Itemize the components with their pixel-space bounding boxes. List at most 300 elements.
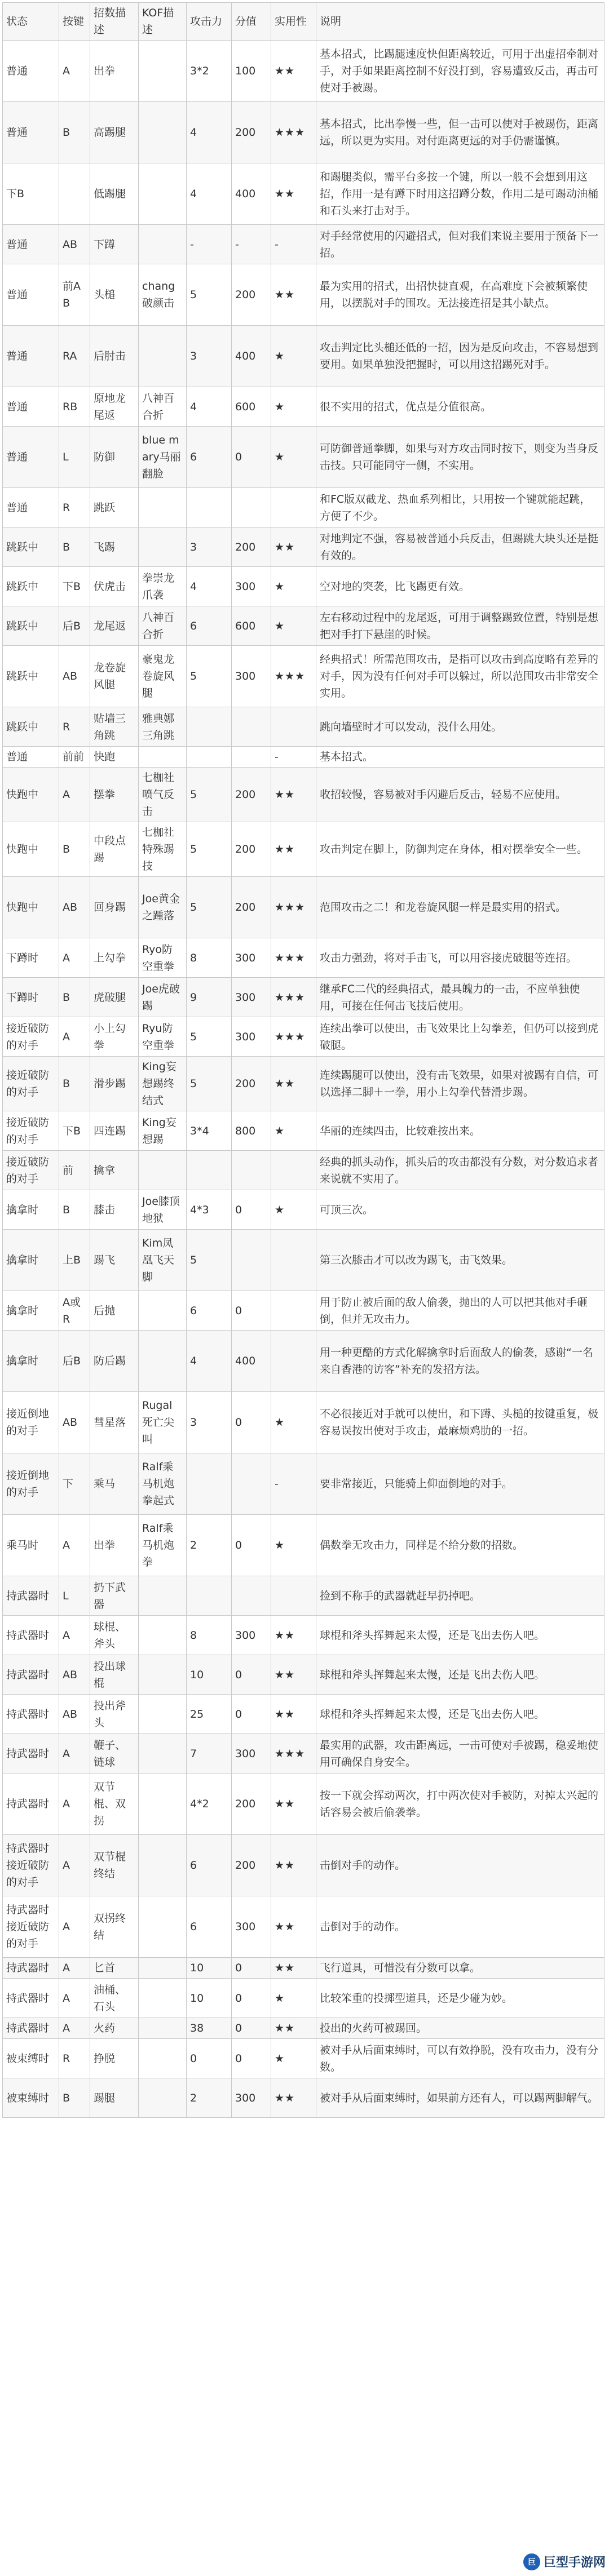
cell-description: 击倒对手的动作。 xyxy=(316,1835,604,1896)
cell-key: B xyxy=(59,527,90,567)
cell-key xyxy=(59,163,90,225)
cell-kof xyxy=(139,41,187,102)
cell-state: 接近破防的对手 xyxy=(3,1017,59,1057)
cell-key: A xyxy=(59,41,90,102)
cell-kof xyxy=(139,1896,187,1958)
cell-description: 球棍和斧头挥舞起来太慢，还是飞出去伤人吧。 xyxy=(316,1616,604,1655)
cell-description: 攻击力强劲，将对手击飞，可以用容接虎破腿等连招。 xyxy=(316,938,604,978)
table-row xyxy=(3,225,604,264)
cell-attack: 5 xyxy=(187,1230,232,1291)
site-watermark xyxy=(523,2553,606,2570)
cell-kof xyxy=(139,1151,187,1190)
table-row xyxy=(3,606,604,646)
cell-score: 300 xyxy=(232,938,271,978)
cell-usefulness: ★ xyxy=(271,1515,316,1576)
cell-kof: 雅典娜三角跳 xyxy=(139,707,187,747)
cell-state: 普通 xyxy=(3,326,59,387)
cell-score: 300 xyxy=(232,1616,271,1655)
cell-kof xyxy=(139,1576,187,1616)
cell-attack: 4 xyxy=(187,1331,232,1392)
cell-state: 普通 xyxy=(3,387,59,427)
table-row xyxy=(3,488,604,527)
cell-state: 接近倒地的对手 xyxy=(3,1453,59,1515)
cell-usefulness: ★★ xyxy=(271,822,316,877)
cell-kof xyxy=(139,1835,187,1896)
cell-description: 可防御普通拳脚，如果与对方攻击同时按下，则变为当身反击技。只可能同守一侧，不实用。 xyxy=(316,427,604,488)
table-row xyxy=(3,1616,604,1655)
header-kof: KOF描述 xyxy=(139,3,187,41)
cell-attack: 5 xyxy=(187,877,232,938)
cell-state: 被束缚时 xyxy=(3,2078,59,2118)
cell-attack: 10 xyxy=(187,1979,232,2018)
cell-state: 接近破防的对手 xyxy=(3,1151,59,1190)
cell-score: 400 xyxy=(232,1331,271,1392)
cell-score: 200 xyxy=(232,768,271,822)
cell-description: 第三次膝击才可以改为踢飞，击飞效果。 xyxy=(316,1230,604,1291)
table-row xyxy=(3,2018,604,2039)
cell-kof: blue mary马丽翻脸 xyxy=(139,427,187,488)
cell-move: 跳跃 xyxy=(90,488,139,527)
cell-score: 400 xyxy=(232,326,271,387)
cell-state: 普通 xyxy=(3,427,59,488)
cell-state: 持武器时 xyxy=(3,1695,59,1734)
cell-state: 擒拿时 xyxy=(3,1190,59,1230)
cell-score: 300 xyxy=(232,2078,271,2118)
cell-description: 华丽的连续四击，比较难按出来。 xyxy=(316,1111,604,1151)
cell-score: 0 xyxy=(232,1392,271,1453)
cell-state: 普通 xyxy=(3,102,59,163)
table-row xyxy=(3,1655,604,1695)
cell-description: 比较笨重的投掷型道具，还是少碰为妙。 xyxy=(316,1979,604,2018)
cell-usefulness xyxy=(271,1291,316,1331)
cell-attack: 10 xyxy=(187,1958,232,1979)
cell-usefulness: ★★★ xyxy=(271,877,316,938)
cell-kof xyxy=(139,2018,187,2039)
cell-description: 基本招式，比踢腿速度快但距离较近，可用于出虚招牵制对手，对手如果距离控制不好没打到，容易遭致反击，再击可使对手被踢。 xyxy=(316,41,604,102)
cell-usefulness: ★ xyxy=(271,387,316,427)
cell-attack: 5 xyxy=(187,646,232,707)
cell-usefulness: ★★★ xyxy=(271,102,316,163)
cell-attack: 38 xyxy=(187,2018,232,2039)
cell-state: 持武器时 xyxy=(3,2018,59,2039)
cell-kof xyxy=(139,488,187,527)
cell-kof: 拳崇龙爪袭 xyxy=(139,567,187,606)
cell-attack: - xyxy=(187,225,232,264)
cell-state: 持武器时接近破防的对手 xyxy=(3,1835,59,1896)
cell-attack: 3*4 xyxy=(187,1111,232,1151)
cell-kof xyxy=(139,225,187,264)
table-row xyxy=(3,1017,604,1057)
cell-attack: 5 xyxy=(187,1017,232,1057)
cell-attack xyxy=(187,488,232,527)
table-row xyxy=(3,1392,604,1453)
cell-score xyxy=(232,488,271,527)
cell-key: RB xyxy=(59,387,90,427)
cell-score: 200 xyxy=(232,1774,271,1835)
cell-score: 300 xyxy=(232,646,271,707)
cell-usefulness: ★★★ xyxy=(271,1017,316,1057)
cell-score xyxy=(232,1151,271,1190)
cell-attack: 6 xyxy=(187,427,232,488)
cell-usefulness: ★★ xyxy=(271,41,316,102)
cell-score: 0 xyxy=(232,1979,271,2018)
cell-attack: 0 xyxy=(187,2039,232,2078)
cell-attack xyxy=(187,1151,232,1190)
header-attack: 攻击力 xyxy=(187,3,232,41)
cell-attack: 4*3 xyxy=(187,1190,232,1230)
cell-usefulness: ★★★ xyxy=(271,938,316,978)
header-key: 按键 xyxy=(59,3,90,41)
cell-move: 投出球棍 xyxy=(90,1655,139,1695)
cell-key: AB xyxy=(59,1392,90,1453)
table-row xyxy=(3,1734,604,1774)
cell-key: A xyxy=(59,1774,90,1835)
cell-key: A xyxy=(59,1515,90,1576)
cell-attack: 3 xyxy=(187,1392,232,1453)
cell-kof: Ryu防空重拳 xyxy=(139,1017,187,1057)
cell-move: 四连踢 xyxy=(90,1111,139,1151)
cell-attack: 8 xyxy=(187,938,232,978)
cell-description: 攻击判定比头槌还低的一招，因为是反向攻击，不容易想到要用。如果单独没把握时，可以用这招踢死对手。 xyxy=(316,326,604,387)
cell-score: 0 xyxy=(232,1695,271,1734)
cell-kof: 七枷社喷气反击 xyxy=(139,768,187,822)
cell-move: 上勾拳 xyxy=(90,938,139,978)
cell-key: AB xyxy=(59,1655,90,1695)
cell-description: 投出的火药可被踢回。 xyxy=(316,2018,604,2039)
table-row xyxy=(3,1230,604,1291)
cell-description: 可顶三次。 xyxy=(316,1190,604,1230)
cell-kof: Joe膝顶地狱 xyxy=(139,1190,187,1230)
cell-key: AB xyxy=(59,1695,90,1734)
cell-description: 很不实用的招式，优点是分值很高。 xyxy=(316,387,604,427)
cell-kof: 豪鬼龙卷旋风腿 xyxy=(139,646,187,707)
cell-usefulness xyxy=(271,1151,316,1190)
cell-key: A xyxy=(59,2018,90,2039)
cell-usefulness: ★ xyxy=(271,326,316,387)
cell-move: 油桶、石头 xyxy=(90,1979,139,2018)
cell-description: 被对手从后面束缚时，如果前方还有人，可以踢两脚解气。 xyxy=(316,2078,604,2118)
cell-usefulness: ★ xyxy=(271,567,316,606)
cell-usefulness xyxy=(271,707,316,747)
cell-kof: King妄想踢 xyxy=(139,1111,187,1151)
cell-state: 普通 xyxy=(3,488,59,527)
cell-usefulness xyxy=(271,1331,316,1392)
table-row xyxy=(3,567,604,606)
cell-attack: 6 xyxy=(187,1835,232,1896)
cell-move: 膝击 xyxy=(90,1190,139,1230)
cell-key: 下 xyxy=(59,1453,90,1515)
cell-key: AB xyxy=(59,646,90,707)
cell-attack xyxy=(187,1576,232,1616)
cell-description: 对地判定不强，容易被普通小兵反击，但踢跳大块头还是挺有效的。 xyxy=(316,527,604,567)
watermark-text: 巨型手游网 xyxy=(543,2556,606,2570)
table-row xyxy=(3,41,604,102)
cell-kof xyxy=(139,326,187,387)
cell-usefulness: ★★ xyxy=(271,163,316,225)
table-row xyxy=(3,707,604,747)
cell-move: 回身踢 xyxy=(90,877,139,938)
cell-usefulness: ★ xyxy=(271,1392,316,1453)
table-row xyxy=(3,1515,604,1576)
cell-description: 和FC版双截龙、热血系列相比，只用按一个键就能起跳，方便了不少。 xyxy=(316,488,604,527)
cell-score: 0 xyxy=(232,1958,271,1979)
table-row xyxy=(3,1057,604,1111)
table-row xyxy=(3,1958,604,1979)
cell-description: 连续出拳可以使出，击飞效果比上勾拳差，但仍可以接到虎破腿。 xyxy=(316,1017,604,1057)
cell-key: A xyxy=(59,1734,90,1774)
cell-score: 0 xyxy=(232,1655,271,1695)
cell-usefulness: - xyxy=(271,225,316,264)
cell-move: 贴墙三角跳 xyxy=(90,707,139,747)
table-row xyxy=(3,646,604,707)
cell-key: 前AB xyxy=(59,264,90,326)
cell-attack: 4 xyxy=(187,387,232,427)
cell-move: 双节棍终结 xyxy=(90,1835,139,1896)
cell-key: A xyxy=(59,1958,90,1979)
cell-state: 普通 xyxy=(3,747,59,768)
cell-usefulness: ★★ xyxy=(271,1655,316,1695)
table-row xyxy=(3,978,604,1017)
cell-state: 快跑中 xyxy=(3,768,59,822)
moves-table-wrapper xyxy=(2,2,604,2118)
cell-score: 0 xyxy=(232,427,271,488)
cell-description: 球棍和斧头挥舞起来太慢，还是飞出去伤人吧。 xyxy=(316,1655,604,1695)
cell-usefulness: ★★ xyxy=(271,1774,316,1835)
cell-key: A xyxy=(59,1616,90,1655)
cell-state: 跳跃中 xyxy=(3,606,59,646)
cell-attack: 4 xyxy=(187,567,232,606)
cell-state: 接近破防的对手 xyxy=(3,1111,59,1151)
cell-usefulness: ★★ xyxy=(271,768,316,822)
cell-move: 飞踢 xyxy=(90,527,139,567)
cell-key: B xyxy=(59,102,90,163)
cell-move: 高踢腿 xyxy=(90,102,139,163)
cell-attack: 5 xyxy=(187,768,232,822)
header-move: 招数描述 xyxy=(90,3,139,41)
cell-description: 最为实用的招式，出招快捷直观，在高难度下会被频繁使用，以摆脱对手的围攻。无法接连招是其小缺点。 xyxy=(316,264,604,326)
cell-state: 持武器时 xyxy=(3,1958,59,1979)
cell-key: B xyxy=(59,1057,90,1111)
cell-usefulness: ★★ xyxy=(271,2078,316,2118)
cell-key: R xyxy=(59,488,90,527)
cell-kof xyxy=(139,1331,187,1392)
cell-usefulness: ★★ xyxy=(271,1695,316,1734)
cell-description: 基本招式，比出拳慢一些，但一击可以使对手被踢伤，距离远，所以更为实用。对付距离更远的对手仍需谨慎。 xyxy=(316,102,604,163)
cell-attack: 10 xyxy=(187,1655,232,1695)
cell-attack: 8 xyxy=(187,1616,232,1655)
cell-score: 200 xyxy=(232,102,271,163)
table-row xyxy=(3,1190,604,1230)
cell-score: 0 xyxy=(232,2039,271,2078)
cell-state: 普通 xyxy=(3,41,59,102)
cell-kof: Kim凤凰飞天脚 xyxy=(139,1230,187,1291)
cell-state: 接近倒地的对手 xyxy=(3,1392,59,1453)
table-row xyxy=(3,1896,604,1958)
cell-move: 下蹲 xyxy=(90,225,139,264)
cell-move: 踢飞 xyxy=(90,1230,139,1291)
cell-kof: Rugal死亡尖叫 xyxy=(139,1392,187,1453)
cell-attack: 2 xyxy=(187,1515,232,1576)
table-row xyxy=(3,427,604,488)
cell-state: 跳跃中 xyxy=(3,646,59,707)
table-row xyxy=(3,163,604,225)
cell-description: 空对地的突袭，比飞踢更有效。 xyxy=(316,567,604,606)
cell-move: 防后踢 xyxy=(90,1331,139,1392)
table-row xyxy=(3,1695,604,1734)
cell-move: 双拐终结 xyxy=(90,1896,139,1958)
cell-description: 被对手从后面束缚时，可以有效挣脱，没有攻击力，没有分数。 xyxy=(316,2039,604,2078)
cell-kof xyxy=(139,1979,187,2018)
cell-description: 对手经常使用的闪避招式，但对我们来说主要用于预备下一招。 xyxy=(316,225,604,264)
cell-state: 擒拿时 xyxy=(3,1331,59,1392)
cell-score: 300 xyxy=(232,1896,271,1958)
cell-score: 0 xyxy=(232,1190,271,1230)
cell-key: 下B xyxy=(59,1111,90,1151)
table-row xyxy=(3,1835,604,1896)
cell-score: 0 xyxy=(232,2018,271,2039)
cell-move: 出拳 xyxy=(90,41,139,102)
cell-attack: 6 xyxy=(187,606,232,646)
cell-description: 经典的抓头动作，抓头后的攻击都没有分数，对分数追求者来说就不实用了。 xyxy=(316,1151,604,1190)
cell-score: 300 xyxy=(232,978,271,1017)
table-row xyxy=(3,747,604,768)
table-row xyxy=(3,1331,604,1392)
cell-move: 防御 xyxy=(90,427,139,488)
cell-kof: 八神百合折 xyxy=(139,387,187,427)
table-row xyxy=(3,1151,604,1190)
cell-kof xyxy=(139,747,187,768)
cell-key: R xyxy=(59,2039,90,2078)
cell-kof: Joe黄金之踵落 xyxy=(139,877,187,938)
cell-description: 基本招式。 xyxy=(316,747,604,768)
cell-state: 持武器时 xyxy=(3,1734,59,1774)
cell-score: 200 xyxy=(232,264,271,326)
cell-move: 投出斧头 xyxy=(90,1695,139,1734)
cell-key: L xyxy=(59,1576,90,1616)
cell-move: 摆拳 xyxy=(90,768,139,822)
cell-score xyxy=(232,1453,271,1515)
cell-usefulness: ★★ xyxy=(271,264,316,326)
cell-state: 持武器时 xyxy=(3,1979,59,2018)
cell-score: 400 xyxy=(232,163,271,225)
cell-usefulness: ★ xyxy=(271,1111,316,1151)
header-description: 说明 xyxy=(316,3,604,41)
cell-state: 擒拿时 xyxy=(3,1291,59,1331)
cell-description: 偶数拳无攻击力，同样是不给分数的招数。 xyxy=(316,1515,604,1576)
cell-attack: 25 xyxy=(187,1695,232,1734)
cell-score: 0 xyxy=(232,1291,271,1331)
cell-state: 跳跃中 xyxy=(3,707,59,747)
cell-attack: 5 xyxy=(187,264,232,326)
cell-attack: 3 xyxy=(187,326,232,387)
cell-description: 范围攻击之二！和龙卷旋风腿一样是最实用的招式。 xyxy=(316,877,604,938)
cell-state: 普通 xyxy=(3,264,59,326)
header-score: 分值 xyxy=(232,3,271,41)
cell-usefulness: ★★ xyxy=(271,527,316,567)
cell-attack: 3 xyxy=(187,527,232,567)
cell-score: 800 xyxy=(232,1111,271,1151)
cell-move: 踢腿 xyxy=(90,2078,139,2118)
cell-key: B xyxy=(59,1190,90,1230)
table-row xyxy=(3,877,604,938)
cell-attack: 7 xyxy=(187,1734,232,1774)
cell-move: 虎破腿 xyxy=(90,978,139,1017)
cell-move: 原地龙尾返 xyxy=(90,387,139,427)
cell-move: 后抛 xyxy=(90,1291,139,1331)
watermark-logo-icon: 巨 xyxy=(523,2553,540,2570)
cell-description: 用一种更酷的方式化解擒拿时后面敌人的偷袭，感谢“一名来自香港的访客”补充的发招方法。 xyxy=(316,1331,604,1392)
cell-key: AB xyxy=(59,877,90,938)
cell-attack: 6 xyxy=(187,1896,232,1958)
cell-key: A xyxy=(59,1979,90,2018)
cell-move: 匕首 xyxy=(90,1958,139,1979)
cell-move: 滑步踢 xyxy=(90,1057,139,1111)
cell-description: 飞行道具，可惜没有分数可以拿。 xyxy=(316,1958,604,1979)
cell-score xyxy=(232,1576,271,1616)
cell-move: 快跑 xyxy=(90,747,139,768)
cell-key: 前 xyxy=(59,1151,90,1190)
cell-state: 跳跃中 xyxy=(3,567,59,606)
cell-key: A xyxy=(59,938,90,978)
cell-usefulness: ★★ xyxy=(271,1896,316,1958)
table-body xyxy=(3,41,604,2118)
cell-score: 200 xyxy=(232,527,271,567)
cell-usefulness: ★★ xyxy=(271,1835,316,1896)
cell-kof xyxy=(139,1774,187,1835)
cell-key: AB xyxy=(59,225,90,264)
header-usefulness: 实用性 xyxy=(271,3,316,41)
cell-description: 按一下就会挥动两次，打中两次使对手被防，对掉太兴起的话容易会被后偷袭拳。 xyxy=(316,1774,604,1835)
cell-state: 持武器时 xyxy=(3,1774,59,1835)
cell-score: 200 xyxy=(232,822,271,877)
cell-attack: 6 xyxy=(187,1291,232,1331)
cell-state: 持武器时 xyxy=(3,1655,59,1695)
cell-attack: 5 xyxy=(187,1057,232,1111)
cell-description: 继承FC二代的经典招式，最具魄力的一击，不应单独使用，可接在任何击飞技后使用。 xyxy=(316,978,604,1017)
cell-key: RA xyxy=(59,326,90,387)
cell-move: 扔下武器 xyxy=(90,1576,139,1616)
cell-state: 快跑中 xyxy=(3,877,59,938)
cell-usefulness: ★★★ xyxy=(271,978,316,1017)
cell-description: 收招较慢，容易被对手闪避后反击，轻易不应使用。 xyxy=(316,768,604,822)
table-row xyxy=(3,1979,604,2018)
cell-attack: 5 xyxy=(187,822,232,877)
table-row xyxy=(3,326,604,387)
table-row xyxy=(3,938,604,978)
cell-state: 持武器时接近破防的对手 xyxy=(3,1896,59,1958)
cell-description: 攻击判定在脚上，防御判定在身体，相对摆拳安全一些。 xyxy=(316,822,604,877)
cell-kof: Ralf乘马机炮拳起式 xyxy=(139,1453,187,1515)
cell-kof: King妄想踢终结式 xyxy=(139,1057,187,1111)
cell-kof xyxy=(139,1291,187,1331)
cell-description: 左右移动过程中的龙尾返，可用于调整踢致位置，特别是想把对手打下悬崖的时候。 xyxy=(316,606,604,646)
cell-key: A xyxy=(59,1896,90,1958)
cell-score: 300 xyxy=(232,1017,271,1057)
cell-key: B xyxy=(59,978,90,1017)
table-row xyxy=(3,2078,604,2118)
cell-score: 200 xyxy=(232,1057,271,1111)
cell-score: 0 xyxy=(232,1515,271,1576)
cell-score xyxy=(232,747,271,768)
cell-kof xyxy=(139,1695,187,1734)
cell-score: 200 xyxy=(232,1835,271,1896)
cell-attack: 3*2 xyxy=(187,41,232,102)
cell-attack xyxy=(187,1453,232,1515)
cell-description: 和踢腿类似，需平台多按一个键，所以一般不会想到用这招，作用一是有蹲下时用这招蹲分数，作用二是可踢动油桶和石头来打击对手。 xyxy=(316,163,604,225)
cell-move: 低踢腿 xyxy=(90,163,139,225)
table-row xyxy=(3,1453,604,1515)
cell-usefulness: ★★★ xyxy=(271,1734,316,1774)
